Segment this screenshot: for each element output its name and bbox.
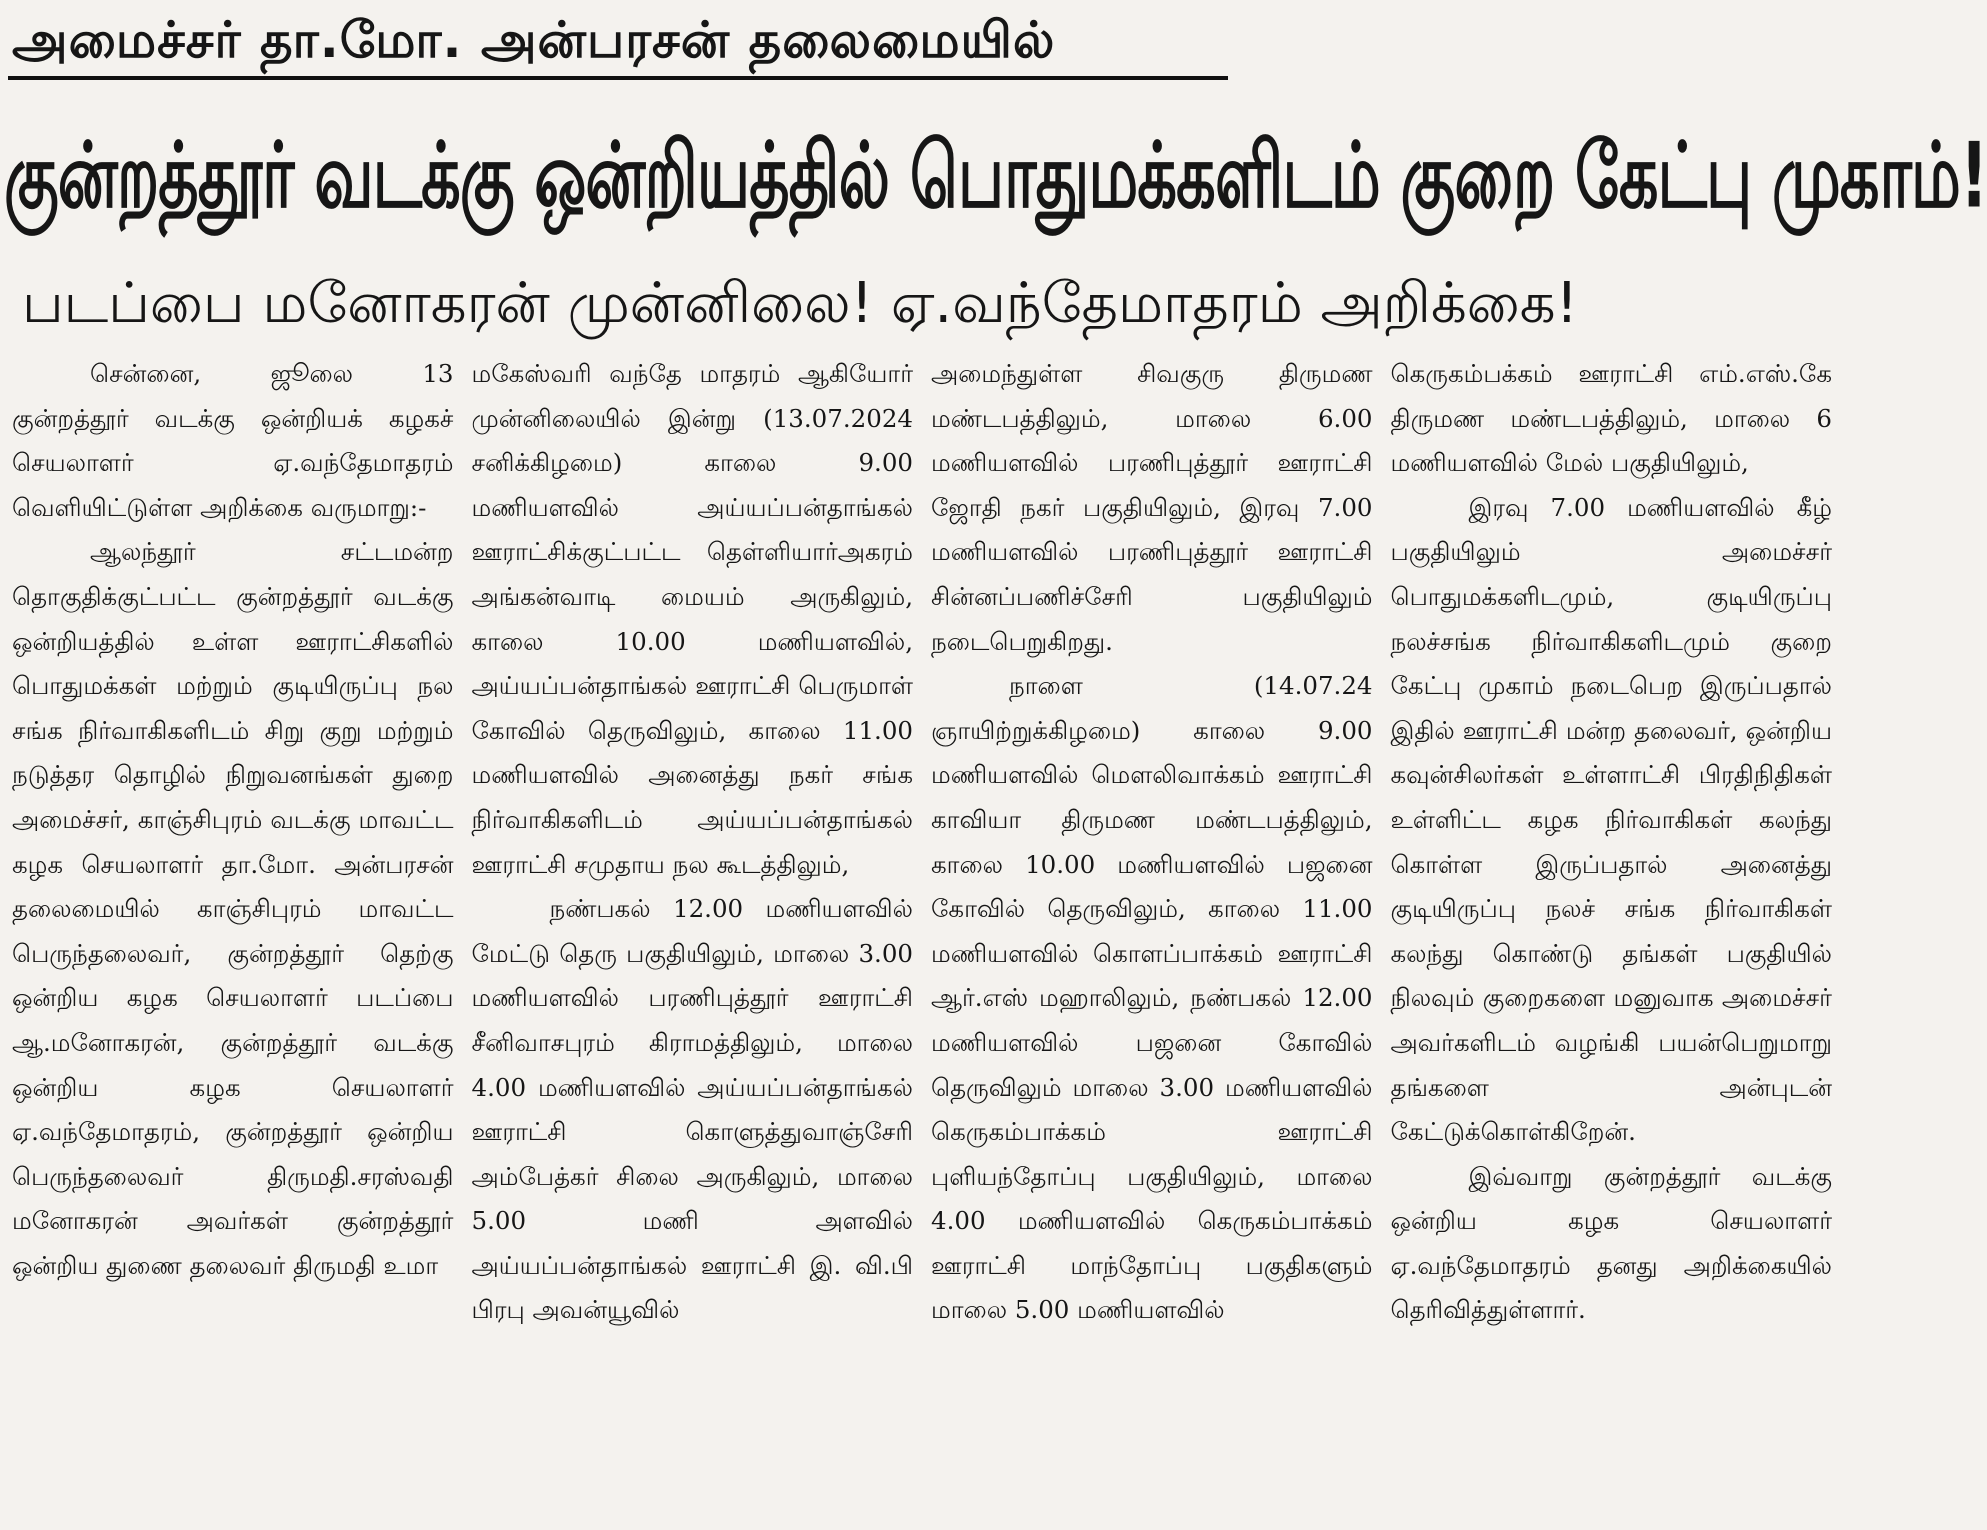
- kicker: அமைச்சர் தா.மோ. அன்பரசன் தலைமையில்: [12, 11, 1056, 69]
- article-column-1: [12, 352, 454, 1527]
- article-column-4: [1391, 352, 1833, 1527]
- article-column-2: [472, 352, 914, 1527]
- headline: குன்றத்தூர் வடக்கு ஒன்றியத்தில் பொதுமக்களிடம் குறை கேட்பு முகாம்!: [4, 122, 1987, 228]
- subheadline: படப்பை மனோகரன் முன்னிலை! ஏ.வந்தேமாதரம் அறிக்கை!: [22, 271, 1579, 336]
- paragraph: கெருகம்பக்கம் ஊராட்சி எம்.எஸ்.கே திருமண மண்டபத்திலும், மாலை 6 மணியளவில் மேல் பகுதியிலும்,: [1390, 359, 1832, 478]
- paragraph: சென்னை, ஜூலை 13 குன்றத்தூர் வடக்கு ஒன்றியக் கழகச் செயலாளர் ஏ.வந்தேமாதரம் வெளியிட்டுள்ள அறிக்கை வருமாறு:-: [12, 359, 454, 522]
- kicker-block: [8, 6, 1228, 80]
- paragraph: நாளை (14.07.24 ஞாயிற்றுக்கிழமை) காலை 9.00 மணியளவில் மௌலிவாக்கம் ஊராட்சி காவியா திருமண மண்டபத்திலும், காலை 10.00 மணியளவில் பஜனை கோவில் தெருவிலும், காலை 11.00 மணியளவில் கொளப்பாக்கம் ஊராட்சி ஆர்.எஸ் மஹாலிலும், நண்பகல் 12.00 மணியளவில் பஜனை கோவில் தெருவிலும் மாலை 3.00 மணியளவில் கெருகம்பாக்கம் ஊராட்சி புளியந்தோப்பு பகுதியிலும், மாலை 4.00 மணியளவில் கெருகம்பாக்கம் ஊராட்சி மாந்தோப்பு பகுதிகளும் மாலை 5.00 மணியளவில்: [931, 671, 1373, 1325]
- paragraph: இரவு 7.00 மணியளவில் கீழ் பகுதியிலும் அமைச்சர் பொதுமக்களிடமும், குடியிருப்பு நலச்சங்க நிர்வாகிகளிடமும் குறை கேட்பு முகாம் நடைபெற இருப்பதால் இதில் ஊராட்சி மன்ற தலைவர், ஒன்றிய கவுன்சிலர்கள் உள்ளாட்சி பிரதிநிதிகள் உள்ளிட்ட கழக நிர்வாகிகள் கலந்து கொள்ள இருப்பதால் அனைத்து குடியிருப்பு நலச் சங்க நிர்வாகிகள் கலந்து கொண்டு தங்கள் பகுதியில் நிலவும் குறைகளை மனுவாக அமைச்சர் அவர்களிடம் வழங்கி பயன்பெறுமாறு தங்களை அன்புடன் கேட்டுக்கொள்கிறேன்.: [1390, 492, 1832, 1147]
- paragraph: அமைந்துள்ள சிவகுரு திருமண மண்டபத்திலும், மாலை 6.00 மணியளவில் பரணிபுத்தூர் ஊராட்சி ஜோதி நகர் பகுதியிலும், இரவு 7.00 மணியளவில் பரணிபுத்தூர் ஊராட்சி சின்னப்பணிச்சேரி பகுதியிலும் நடைபெறுகிறது.: [931, 359, 1373, 656]
- paragraph: மகேஸ்வரி வந்தே மாதரம் ஆகியோர் முன்னிலையில் இன்று (13.07.2024 சனிக்கிழமை) காலை 9.00 மணியளவில் அய்யப்பன்தாங்கல் ஊராட்சிக்குட்பட்ட தெள்ளியார்அகரம் அங்கன்வாடி மையம் அருகிலும், காலை 10.00 மணியளவில், அய்யப்பன்தாங்கல் ஊராட்சி பெருமாள் கோவில் தெருவிலும், காலை 11.00 மணியளவில் அனைத்து நகர் சங்க நிர்வாகிகளிடம் அய்யப்பன்தாங்கல் ஊராட்சி சமுதாய நல கூடத்திலும்,: [471, 359, 913, 879]
- article-body: [12, 352, 1832, 1527]
- kicker-underline: [8, 76, 1228, 80]
- article-column-3: [931, 352, 1373, 1527]
- paragraph: ஆலந்தூர் சட்டமன்ற தொகுதிக்குட்பட்ட குன்றத்தூர் வடக்கு ஒன்றியத்தில் உள்ள ஊராட்சிகளில் பொதுமக்கள் மற்றும் குடியிருப்பு நல சங்க நிர்வாகிகளிடம் சிறு குறு மற்றும் நடுத்தர தொழில் நிறுவனங்கள் துறை அமைச்சர், காஞ்சிபுரம் வடக்கு மாவட்ட கழக செயலாளர் தா.மோ. அன்பரசன் தலைமையில் காஞ்சிபுரம் மாவட்ட பெருந்தலைவர், குன்றத்தூர் தெற்கு ஒன்றிய கழக செயலாளர் படப்பை ஆ.மனோகரன், குன்றத்தூர் வடக்கு ஒன்றிய கழக செயலாளர் ஏ.வந்தேமாதரம், குன்றத்தூர் ஒன்றிய பெருந்தலைவர் திருமதி.சரஸ்வதி மனோகரன் அவர்கள் குன்றத்தூர் ஒன்றிய துணை தலைவர் திருமதி உமா: [12, 537, 454, 1280]
- paragraph: இவ்வாறு குன்றத்தூர் வடக்கு ஒன்றிய கழக செயலாளர் ஏ.வந்தேமாதரம் தனது அறிக்கையில் தெரிவித்துள்ளார்.: [1390, 1161, 1832, 1325]
- paragraph: நண்பகல் 12.00 மணியளவில் மேட்டு தெரு பகுதியிலும், மாலை 3.00 மணியளவில் பரணிபுத்தூர் ஊராட்சி சீனிவாசபுரம் கிராமத்திலும், மாலை 4.00 மணியளவில் அய்யப்பன்தாங்கல் ஊராட்சி கொளுத்துவாஞ்சேரி அம்பேத்கர் சிலை அருகிலும், மாலை 5.00 மணி அளவில் அய்யப்பன்தாங்கல் ஊராட்சி இ. வி.பி பிரபு அவன்யூவில்: [471, 894, 913, 1325]
